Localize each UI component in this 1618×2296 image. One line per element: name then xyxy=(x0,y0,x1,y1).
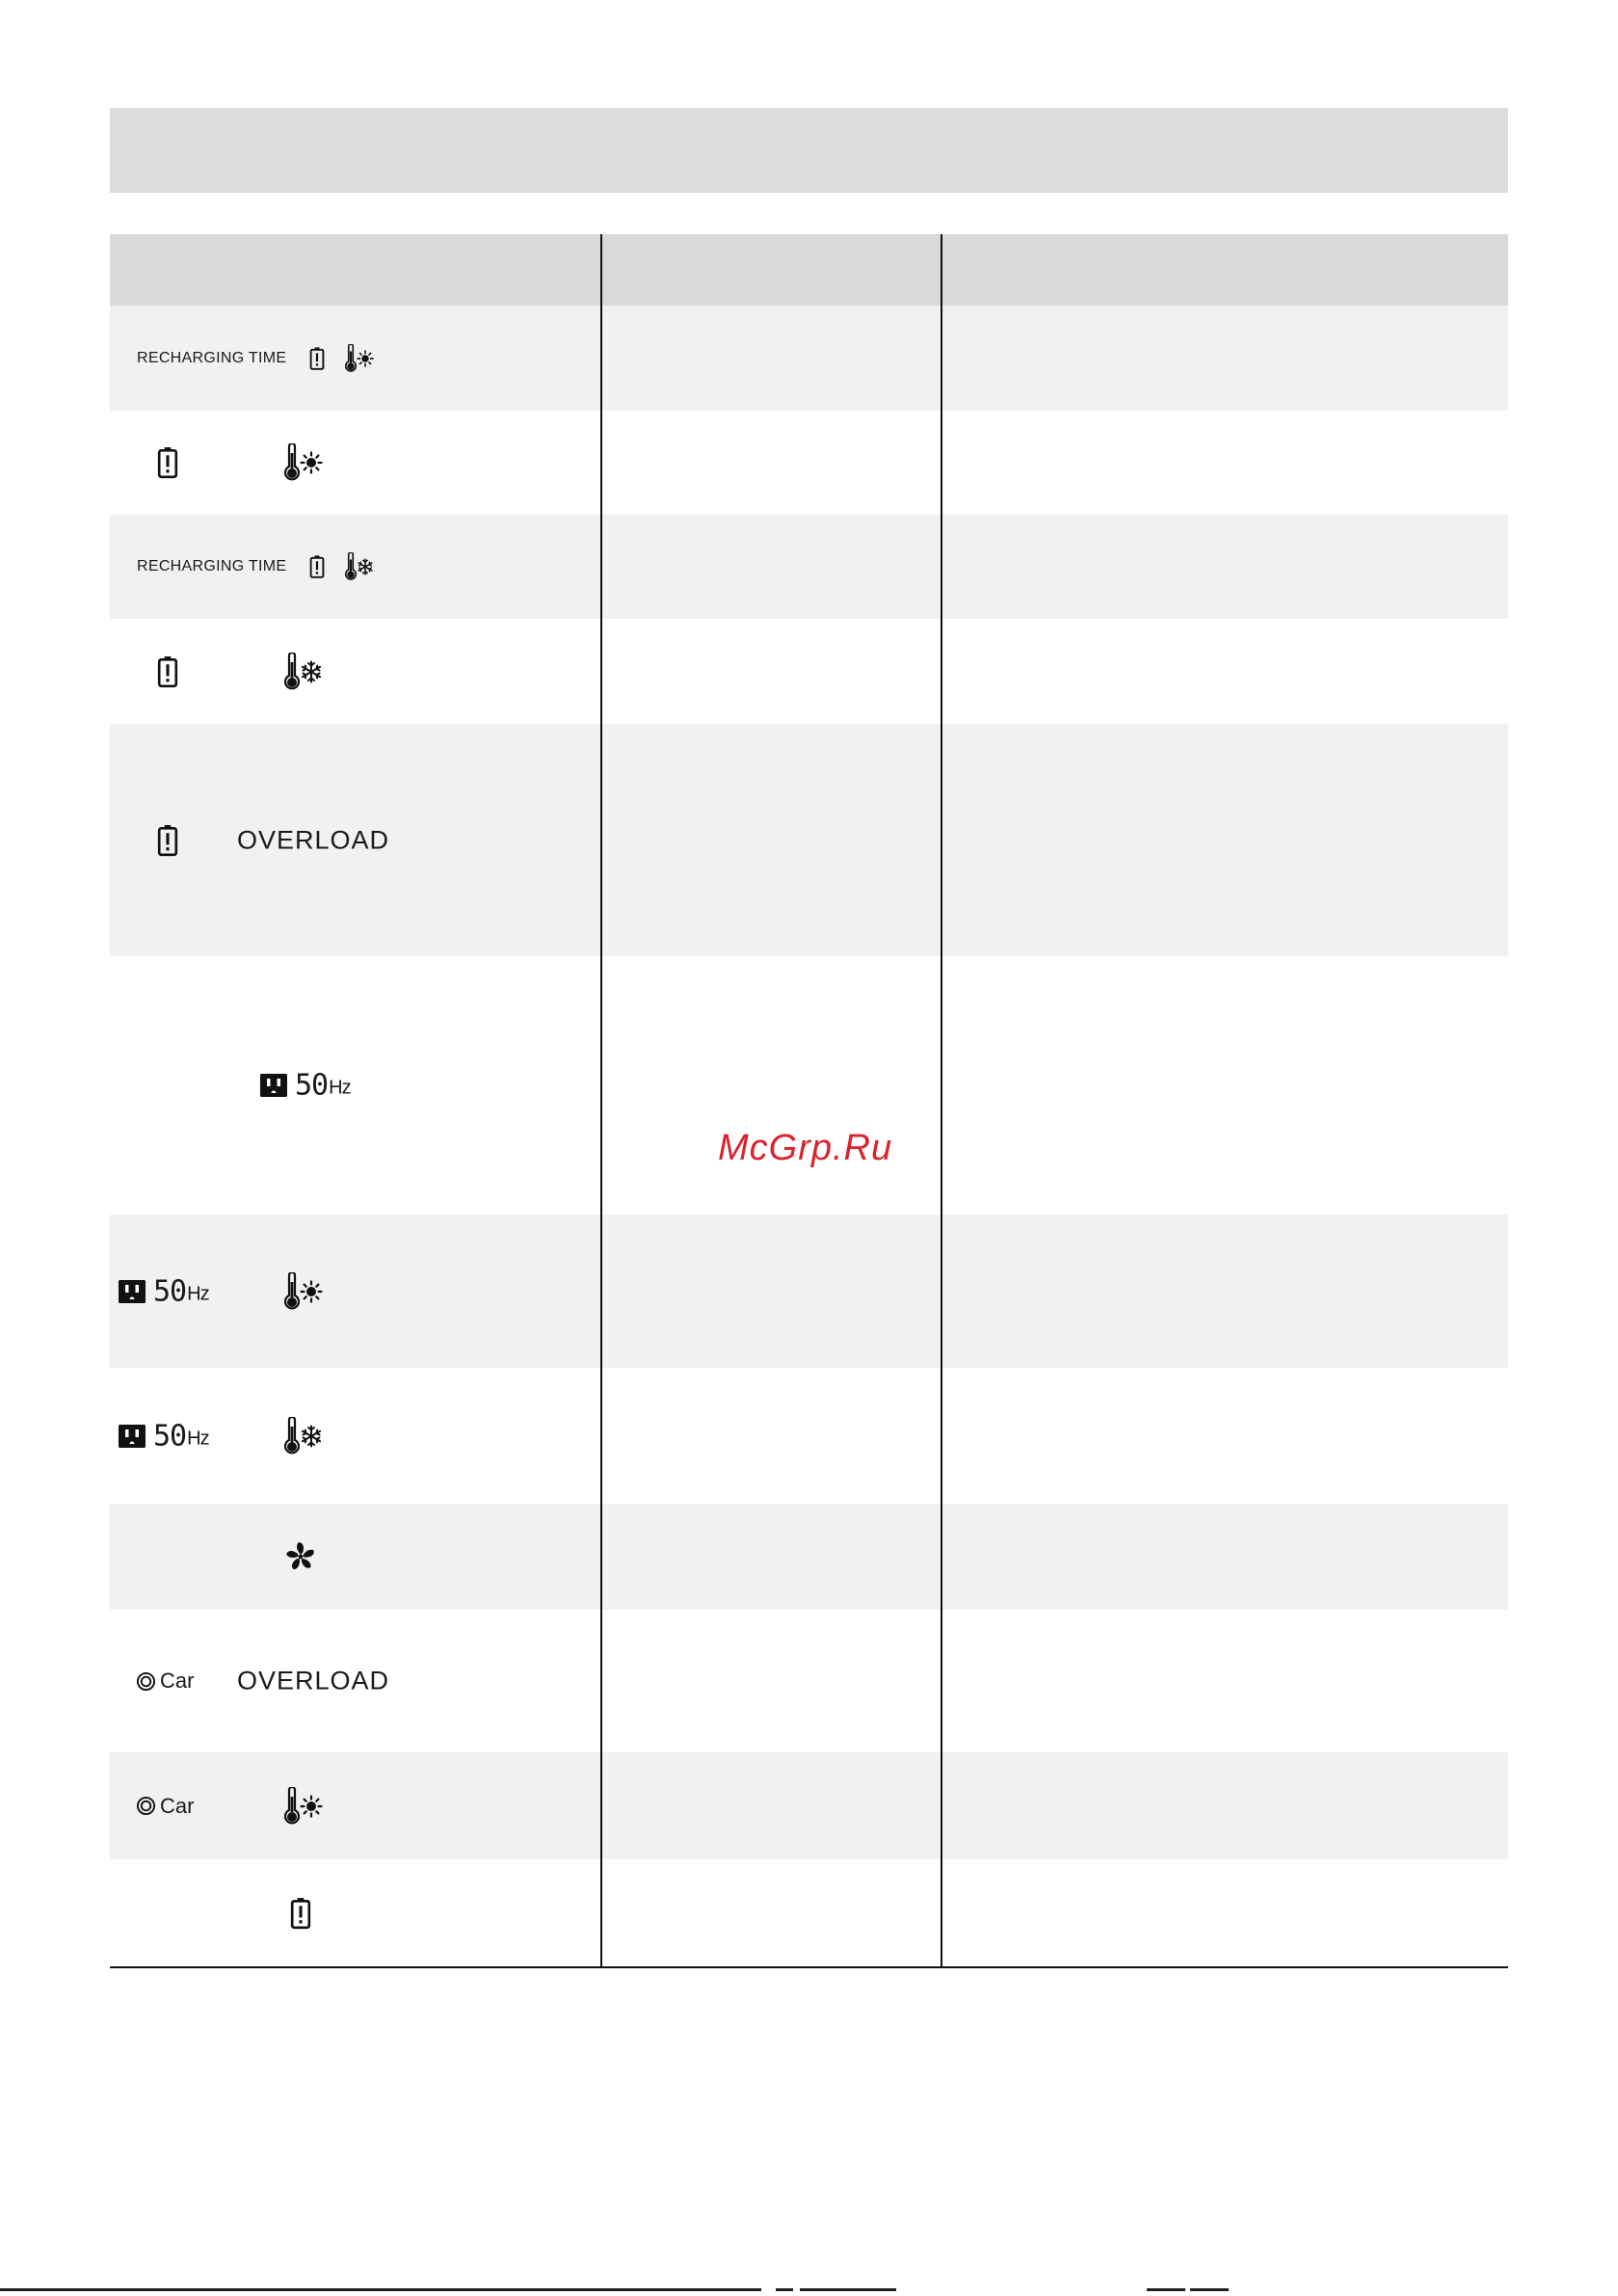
frequency-value: 50 xyxy=(295,1068,329,1103)
display-cell xyxy=(110,515,600,619)
thermometer-snowflake-icon xyxy=(284,1417,323,1455)
display-cell xyxy=(110,724,600,956)
thermometer-sun-icon xyxy=(284,1272,323,1311)
status-table xyxy=(110,234,1508,1967)
table-row xyxy=(110,619,1508,724)
frequency-readout xyxy=(153,1274,209,1308)
overload-label: OVERLOAD xyxy=(237,1666,390,1695)
page-edge-marks xyxy=(0,2288,1618,2291)
thermometer-snowflake-icon xyxy=(345,552,374,581)
display-cell xyxy=(110,1368,600,1504)
display-cell xyxy=(110,1504,600,1610)
section-title-bar xyxy=(110,108,1508,193)
battery-warning-icon xyxy=(309,347,325,370)
recharging-time-label: RECHARGING TIME xyxy=(137,349,287,366)
car-label-text: Car xyxy=(160,1669,195,1693)
table-row xyxy=(110,1215,1508,1368)
thermometer-sun-icon xyxy=(284,443,323,482)
table-row xyxy=(110,1504,1508,1610)
battery-warning-icon xyxy=(290,1898,311,1930)
frequency-readout xyxy=(153,1419,209,1453)
thermometer-sun-icon xyxy=(284,1787,323,1826)
thermometer-sun-icon xyxy=(345,344,374,373)
car-port-icon xyxy=(136,1671,156,1692)
thermometer-snowflake-icon xyxy=(284,653,323,691)
table-row xyxy=(110,724,1508,956)
display-cell xyxy=(110,619,600,724)
table-bottom-rule xyxy=(110,1966,1508,1968)
display-cell xyxy=(110,1859,600,1967)
column-divider xyxy=(600,234,602,1967)
frequency-unit: Hz xyxy=(329,1077,351,1099)
table-row xyxy=(110,1368,1508,1504)
fan-icon xyxy=(284,1540,317,1573)
display-cell xyxy=(110,1752,600,1859)
display-cell xyxy=(110,1610,600,1752)
column-divider xyxy=(941,234,942,1967)
ac-outlet-icon xyxy=(119,1425,146,1448)
watermark: McGrp.Ru xyxy=(718,1128,893,1168)
display-cell xyxy=(110,1215,600,1368)
frequency-value: 50 xyxy=(153,1419,187,1453)
frequency-readout xyxy=(295,1069,351,1103)
display-cell xyxy=(110,411,600,515)
table-row xyxy=(110,1610,1508,1752)
overload-label: OVERLOAD xyxy=(237,825,390,854)
table-row xyxy=(110,1859,1508,1967)
frequency-value: 50 xyxy=(153,1274,187,1308)
table-row xyxy=(110,306,1508,411)
car-port-icon xyxy=(136,1796,156,1816)
battery-warning-icon xyxy=(157,447,178,479)
car-port-label xyxy=(136,1794,194,1819)
table-row xyxy=(110,515,1508,619)
recharging-time-label: RECHARGING TIME xyxy=(137,558,287,574)
table-row xyxy=(110,1752,1508,1859)
ac-outlet-icon xyxy=(260,1074,287,1097)
table-header xyxy=(110,234,1508,306)
battery-warning-icon xyxy=(309,555,325,578)
battery-warning-icon xyxy=(157,824,178,856)
table-row xyxy=(110,411,1508,515)
car-port-label xyxy=(136,1669,194,1694)
battery-warning-icon xyxy=(157,655,178,687)
frequency-unit: Hz xyxy=(187,1428,209,1449)
table-row xyxy=(110,956,1508,1215)
display-cell xyxy=(110,956,600,1215)
display-cell xyxy=(110,306,600,411)
car-label-text: Car xyxy=(160,1793,195,1818)
frequency-unit: Hz xyxy=(187,1283,209,1304)
ac-outlet-icon xyxy=(119,1280,146,1303)
